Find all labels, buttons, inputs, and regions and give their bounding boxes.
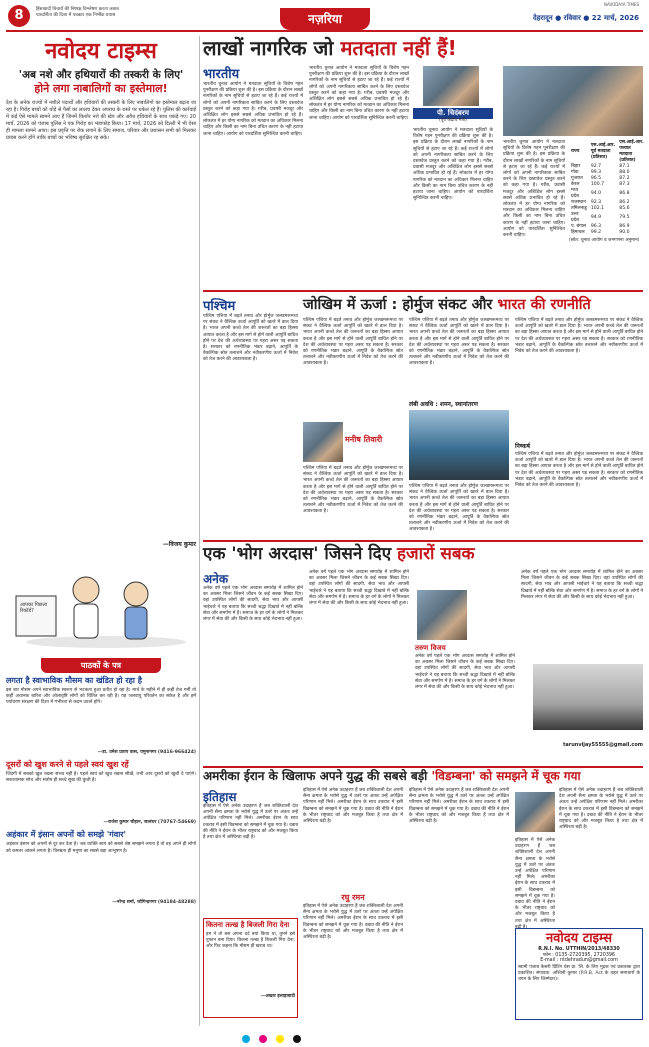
lead-headline-black: लाखों नागरिक जो xyxy=(203,36,334,60)
energy-author-name: मनीष तिवारी xyxy=(345,435,383,444)
table-head-before: एस.आई.आर. पूर्व मतदाता (प्रतिशत) xyxy=(590,143,616,160)
table-cell-before: 102.1 xyxy=(590,206,605,211)
left-column xyxy=(6,36,196,1031)
table-cell-before: 99.2 xyxy=(590,230,602,235)
paper-small-name: NAVODAYA TIMES xyxy=(603,2,639,7)
war-body-col-6: इतिहास में ऐसे अनेक उदाहरण हैं जब शक्तिशाली देश अपनी सैन्य क्षमता के भरोसे युद्ध में उतरे पर अंततः उन्हें अपेक्षित परिणाम नहीं मिले। अमरीका ईरान के साथ टकराव में इसी विडम्बना को समझने में चूक गया है। दबाव की नीति ने ईरान के भीतर राष्ट्रवाद को और मजबूत किया है तथा क्षेत्र में अस्थिरता बढ़ी है। xyxy=(515,838,555,930)
table-cell-state: प. बंगाल xyxy=(571,224,587,229)
table-cell-after: 86.8 xyxy=(619,191,630,196)
energy-body-col-1: पश्चिम एशिया में बढ़ते तनाव और होर्मुज जलडमरूमध्य पर संकट ने वैश्विक ऊर्जा आपूर्ति को खतरे में डाल दिया है। भारत अपनी कच्चे तेल की जरूरतों का बड़ा हिस्सा आयात करता है और इस मार्ग से होने वाली आपूर्ति बाधित होने पर देश की अर्थव्यवस्था पर गहरा असर पड़ सकता है। सरकार को रणनीतिक भंडार बढ़ाने, आपूर्ति के वैकल्पिक स्रोत तलाशने और नवीकरणीय ऊर्जा में निवेश को तेज करने की आवश्यकता है। xyxy=(203,314,298,363)
bhog-body-col-2: अनेक वर्ष पहले एक भोग अरदास समारोह में शामिल होने का अवसर मिला जिसने जीवन के कई सबक सिखा दिए। वहां उपस्थित लोगों की सादगी, सेवा भाव और आपसी भाईचारे ने यह बताया कि सच्ची श्रद्धा दिखावे में नहीं बल्कि सेवा और समर्पण में है। समाज के हर वर्ग के लोगों ने मिलकर लंगर में सेवा की और किसी के साथ कोई भेदभाव नहीं हुआ। xyxy=(309,570,409,607)
energy-article xyxy=(203,290,643,534)
bhog-author-name: तरुण विजय xyxy=(415,644,446,652)
lead-author-name: पी. चिदंबरम xyxy=(413,108,493,119)
table-source: (स्रोत: चुनाव आयोग व जनगणना अनुमान) xyxy=(569,238,640,243)
registration-dot-cyan xyxy=(242,1035,250,1043)
tagline-line-2: पारदर्शिता की दिशा में पत्रकार एक निर्भीक प्रयास xyxy=(36,13,116,18)
lead-kicker: भारतीय xyxy=(203,67,240,82)
table-cell-before: 94.9 xyxy=(590,215,602,220)
section-title-badge: नज़रिया xyxy=(280,8,370,30)
energy-body-col-5: पश्चिम एशिया में बढ़ते तनाव और होर्मुज जलडमरूमध्य पर संकट ने वैश्विक ऊर्जा आपूर्ति को खतरे में डाल दिया है। भारत अपनी कच्चे तेल की जरूरतों का बड़ा हिस्सा आयात करता है और इस मार्ग से होने वाली आपूर्ति बाधित होने पर देश की अर्थव्यवस्था पर गहरा असर पड़ सकता है। सरकार को रणनीतिक भंडार बढ़ाने, आपूर्ति के वैकल्पिक स्रोत तलाशने और नवीकरणीय ऊर्जा में निवेश को तेज करने की आवश्यकता है। xyxy=(409,484,509,533)
lead-author-note: (पूर्व केंद्रीय मंत्री) xyxy=(439,118,467,123)
poem-text: हम ने तो बस अपना दर्द बयां किया था, तुमने इसे तूफान बना दिया। कितना तल्ख है बिजली गिरा देना, और फिर कहना कि मौसम ही खराब था। xyxy=(206,932,295,950)
energy-kicker: पश्चिम xyxy=(203,299,236,314)
bhog-body-col-4: अनेक वर्ष पहले एक भोग अरदास समारोह में शामिल होने का अवसर मिला जिसने जीवन के कई सबक सिखा दिए। वहां उपस्थित लोगों की सादगी, सेवा भाव और आपसी भाईचारे ने यह बताया कि सच्ची श्रद्धा दिखावे में नहीं बल्कि सेवा और समर्पण में है। समाज के हर वर्ग के लोगों ने मिलकर लंगर में सेवा की और किसी के साथ कोई भेदभाव नहीं हुआ। xyxy=(521,570,643,600)
table-cell-after: 79.5 xyxy=(619,215,630,220)
war-body-col-3: इतिहास में ऐसे अनेक उदाहरण हैं जब शक्तिशाली देश अपनी सैन्य क्षमता के भरोसे युद्ध में उतरे पर अंततः उन्हें अपेक्षित परिणाम नहीं मिले। अमरीका ईरान के साथ टकराव में इसी विडम्बना को समझने में चूक गया है। दबाव की नीति ने ईरान के भीतर राष्ट्रवाद को और मजबूत किया है तथा क्षेत्र में अस्थिरता बढ़ी है। xyxy=(303,904,403,941)
table-cell-state: केरल xyxy=(571,182,580,187)
lead-body-col-4: भारतीय चुनाव आयोग ने मतदाता सूचियों के विशेष गहन पुनरीक्षण की प्रक्रिया शुरू की है। इस प्रक्रिया के दौरान लाखों नागरिकों के नाम सूचियों से हटाए जा रहे हैं। कई राज्यों में लोगों को अपनी नागरिकता साबित करने के लिए दस्तावेज प्रस्तुत करने को कहा गया है। गरीब, प्रवासी मजदूर और अशिक्षित लोग इससे सबसे अधिक प्रभावित हो रहे हैं। लोकतंत्र में हर योग्य नागरिक को मतदान का अधिकार मिलना चाहिए और किसी का नाम बिना उचित कारण के नहीं हटाया जाना चाहिए। आयोग को पारदर्शिता सुनिश्चित करनी चाहिए। xyxy=(503,140,565,239)
table-cell-state: उत्तर प्रदेश xyxy=(571,212,580,223)
energy-headline-red: भारत की रणनीति xyxy=(497,297,591,313)
table-cell-before: 96.3 xyxy=(590,224,602,229)
page-number-badge: 8 xyxy=(8,5,30,27)
energy-body-col-3: पश्चिम एशिया में बढ़ते तनाव और होर्मुज जलडमरूमध्य पर संकट ने वैश्विक ऊर्जा आपूर्ति को खतरे में डाल दिया है। भारत अपनी कच्चे तेल की जरूरतों का बड़ा हिस्सा आयात करता है और इस मार्ग से होने वाली आपूर्ति बाधित होने पर देश की अर्थव्यवस्था पर गहरा असर पड़ सकता है। सरकार को रणनीतिक भंडार बढ़ाने, आपूर्ति के वैकल्पिक स्रोत तलाशने और नवीकरणीय ऊर्जा में निवेश को तेज करने की आवश्यकता है। xyxy=(303,466,403,515)
voter-table-grid xyxy=(569,140,646,236)
registration-dot-yellow xyxy=(276,1035,284,1043)
table-cell-after: 86.9 xyxy=(619,224,630,229)
table-cell-before: 99.3 xyxy=(590,170,602,175)
war-headline xyxy=(203,768,643,784)
letter-1-headline: लगता है स्वाभाविक मौसम का खंडित हो रहा है xyxy=(6,676,142,685)
silhouette-photo xyxy=(533,664,643,730)
voter-table-header xyxy=(569,140,646,164)
voter-table-row xyxy=(569,230,646,236)
lead-article xyxy=(203,36,643,284)
bhog-email: tarunvijay55555@gmail.com xyxy=(562,742,643,748)
left-article-body: देश के अनेक राज्यों में नशीले पदार्थों और हथियारों की तस्करी के लिए नाबालिगों का इस्तेमाल बढ़ता जा रहा है। गिरोह बच्चों को थोड़े से पैसों का लालच देकर अपराध के रास्ते पर धकेल रहे हैं। पुलिस की कार्रवाई में कई ऐसे मामले सामने आए हैं जिनमें किशोर नशे की खेप और अवैध हथियारों के साथ पकड़े गए। 20 मार्च, 2026 को पंजाब पुलिस ने एक गिरोह का भंडाफोड़ किया। 17 मार्च, 2026 को दिल्ली में भी ऐसा ही मामला सामने आया। इस प्रवृत्ति पर रोक लगाने के लिए समाज, परिवार और प्रशासन सभी को मिलकर प्रयास करने होंगे ताकि बच्चों का भविष्य सुरक्षित रह सके। xyxy=(6,100,196,141)
voter-table-body xyxy=(569,164,646,236)
letter-2-headline: दूसरों को खुश करने से पहले स्वयं खुश रहें xyxy=(6,760,129,770)
lead-headline-red: मतदाता नहीं हैं! xyxy=(340,36,457,60)
letter-2-body: जिंदगी में सबको खुश रखना संभव नहीं है। पहले स्वयं को खुश रखना सीखें, तभी आप दूसरों को खुशी दे पाएंगे। सकारात्मक सोच और संतोष ही सच्चे सुख की कुंजी है। xyxy=(6,772,196,784)
letter-3-body: अहंकार इंसान को अपनों से दूर कर देता है। जब व्यक्ति स्वयं को सबसे श्रेष्ठ समझने लगता है तो वह अपने ही लोगों को कमतर आंकने लगता है। विनम्रता ही मनुष्य का सबसे बड़ा आभूषण है। xyxy=(6,842,196,854)
poem-signature: —अख्तर इलाहाबादी xyxy=(260,994,295,999)
lead-body-col-2: भारतीय चुनाव आयोग ने मतदाता सूचियों के विशेष गहन पुनरीक्षण की प्रक्रिया शुरू की है। इस प्रक्रिया के दौरान लाखों नागरिकों के नाम सूचियों से हटाए जा रहे हैं। कई राज्यों में लोगों को अपनी नागरिकता साबित करने के लिए दस्तावेज प्रस्तुत करने को कहा गया है। गरीब, प्रवासी मजदूर और अशिक्षित लोग इससे सबसे अधिक प्रभावित हो रहे हैं। लोकतंत्र में हर योग्य नागरिक को मतदान का अधिकार मिलना चाहिए और किसी का नाम बिना उचित कारण के नहीं हटाया जाना चाहिए। आयोग को पारदर्शिता सुनिश्चित करनी चाहिए। xyxy=(309,66,409,121)
tagline-line-1: हिंसावादी विचारों की निष्पक्ष विश्लेषण करता जवाब xyxy=(36,7,119,12)
table-cell-state: तमिलनाडु xyxy=(571,206,587,211)
war-body-col-1: इतिहास में ऐसे अनेक उदाहरण हैं जब शक्तिशाली देश अपनी सैन्य क्षमता के भरोसे युद्ध में उतरे पर अंततः उन्हें अपेक्षित परिणाम नहीं मिले। अमरीका ईरान के साथ टकराव में इसी विडम्बना को समझने में चूक गया है। दबाव की नीति ने ईरान के भीतर राष्ट्रवाद को और मजबूत किया है तथा क्षेत्र में अस्थिरता बढ़ी है। xyxy=(203,804,298,841)
table-cell-before: 94.0 xyxy=(590,191,602,196)
energy-body-col-7: पश्चिम एशिया में बढ़ते तनाव और होर्मुज जलडमरूमध्य पर संकट ने वैश्विक ऊर्जा आपूर्ति को खतरे में डाल दिया है। भारत अपनी कच्चे तेल की जरूरतों का बड़ा हिस्सा आयात करता है और इस मार्ग से होने वाली आपूर्ति बाधित होने पर देश की अर्थव्यवस्था पर गहरा असर पड़ सकता है। सरकार को रणनीतिक भंडार बढ़ाने, आपूर्ति के वैकल्पिक स्रोत तलाशने और नवीकरणीय ऊर्जा में निवेश को तेज करने की आवश्यकता है। xyxy=(515,452,643,489)
poem-title: कितना तल्ख है बिजली गिरा देना xyxy=(206,921,290,929)
table-head-after: एस.आई.आर. पश्चात मतदाता (प्रतिशत) xyxy=(619,140,644,163)
bhog-kicker: अनेक xyxy=(203,572,229,586)
lead-headline xyxy=(203,36,643,60)
imprint-box xyxy=(515,928,643,1020)
voters-photo xyxy=(503,66,643,136)
letter-3-signature: —नरेन्द्र शर्मा, जोगिन्द्रनगर (94184-48288) xyxy=(112,900,196,906)
table-cell-before: 92.3 xyxy=(590,200,602,205)
table-cell-after: 87.2 xyxy=(619,176,630,181)
page-header xyxy=(0,0,649,34)
table-head-state: राज्य xyxy=(571,149,580,154)
war-body-col-2: इतिहास में ऐसे अनेक उदाहरण हैं जब शक्तिशाली देश अपनी सैन्य क्षमता के भरोसे युद्ध में उतरे पर अंततः उन्हें अपेक्षित परिणाम नहीं मिले। अमरीका ईरान के साथ टकराव में इसी विडम्बना को समझने में चूक गया है। दबाव की नीति ने ईरान के भीतर राष्ट्रवाद को और मजबूत किया है तथा क्षेत्र में अस्थिरता बढ़ी है। xyxy=(303,788,403,825)
lead-body-col-1: भारतीय चुनाव आयोग ने मतदाता सूचियों के विशेष गहन पुनरीक्षण की प्रक्रिया शुरू की है। इस प्रक्रिया के दौरान लाखों नागरिकों के नाम सूचियों से हटाए जा रहे हैं। कई राज्यों में लोगों को अपनी नागरिकता साबित करने के लिए दस्तावेज प्रस्तुत करने को कहा गया है। गरीब, प्रवासी मजदूर और अशिक्षित लोग इससे सबसे अधिक प्रभावित हो रहे हैं। लोकतंत्र में हर योग्य नागरिक को मतदान का अधिकार मिलना चाहिए और किसी का नाम बिना उचित कारण के नहीं हटाया जाना चाहिए। आयोग को पारदर्शिता सुनिश्चित करनी चाहिए। xyxy=(203,82,303,137)
left-headline-line-1: 'अब नशे और हथियारों की तस्करी के लिए' xyxy=(18,69,184,81)
bhog-headline-black: एक 'भोग अरदास' जिसने दिए xyxy=(203,544,392,564)
bhog-headline-red: हजारों सबक xyxy=(397,544,475,564)
table-cell-before: 96.5 xyxy=(590,176,602,181)
energy-subhead-2: निष्कर्ष xyxy=(515,443,530,450)
city-date: देहरादून ● रविवार ● 22 मार्च, 2026 xyxy=(532,14,639,22)
energy-body-col-2: पश्चिम एशिया में बढ़ते तनाव और होर्मुज जलडमरूमध्य पर संकट ने वैश्विक ऊर्जा आपूर्ति को खतरे में डाल दिया है। भारत अपनी कच्चे तेल की जरूरतों का बड़ा हिस्सा आयात करता है और इस मार्ग से होने वाली आपूर्ति बाधित होने पर देश की अर्थव्यवस्था पर गहरा असर पड़ सकता है। सरकार को रणनीतिक भंडार बढ़ाने, आपूर्ति के वैकल्पिक स्रोत तलाशने और नवीकरणीय ऊर्जा में निवेश को तेज करने की आवश्यकता है। xyxy=(303,318,403,367)
imprint-text: स्वामी पंजाब केसरी प्रिंटिंग प्रेस प्रा. लि. के लिए मुद्रक एवं प्रकाशक द्वारा प्रकाशित। संपादक: अश्विनी कुमार (P.R.B. Act के तहत समाचारों के चयन के लिए जिम्मेदार)। xyxy=(518,965,640,983)
table-cell-after: 86.2 xyxy=(619,200,630,205)
table-cell-after: 87.1 xyxy=(619,164,630,169)
table-cell-before: 92.7 xyxy=(590,164,602,169)
header-rule xyxy=(6,30,643,32)
header-tagline xyxy=(36,7,156,19)
bhog-article xyxy=(203,540,643,760)
energy-headline-black: जोखिम में ऊर्जा : होर्मुज संकट और xyxy=(303,297,493,313)
registration-dot-black xyxy=(293,1035,301,1043)
bhog-headline xyxy=(203,542,643,566)
energy-body-col-4: पश्चिम एशिया में बढ़ते तनाव और होर्मुज जलडमरूमध्य पर संकट ने वैश्विक ऊर्जा आपूर्ति को खतरे में डाल दिया है। भारत अपनी कच्चे तेल की जरूरतों का बड़ा हिस्सा आयात करता है और इस मार्ग से होने वाली आपूर्ति बाधित होने पर देश की अर्थव्यवस्था पर गहरा असर पड़ सकता है। सरकार को रणनीतिक भंडार बढ़ाने, आपूर्ति के वैकल्पिक स्रोत तलाशने और नवीकरणीय ऊर्जा में निवेश को तेज करने की आवश्यकता है। xyxy=(409,318,509,367)
ship-photo xyxy=(409,410,509,480)
letter-2-signature: —राजेश कुमार चौहान, जालंधर (70767-54669) xyxy=(103,820,196,826)
imprint-rni: R.N.I. No. UTTHIN/2013/48330 xyxy=(538,947,620,952)
war-headline-black: अमरीका ईरान के खिलाफ अपने युद्ध की सबसे बड़ी xyxy=(203,769,428,783)
poem-box xyxy=(203,918,298,1018)
war-headline-red: 'विडम्बना' को समझने में चूक गया xyxy=(431,769,581,783)
table-cell-state: मध्य प्रदेश xyxy=(571,188,580,199)
voter-table-row xyxy=(569,188,646,200)
imprint-email: E-mail : ntdehradun@gmail.com xyxy=(540,958,618,963)
table-cell-before: 100.7 xyxy=(590,182,605,187)
table-cell-after: 90.0 xyxy=(619,230,630,235)
left-headline-line-2: होने लगा नाबालिगों का इस्तेमाल! xyxy=(34,82,168,95)
author-photo-tarun xyxy=(417,590,467,640)
color-registration-dots xyxy=(240,1028,303,1038)
bhog-body-col-1: अनेक वर्ष पहले एक भोग अरदास समारोह में शामिल होने का अवसर मिला जिसने जीवन के कई सबक सिखा दिए। वहां उपस्थित लोगों की सादगी, सेवा भाव और आपसी भाईचारे ने यह बताया कि सच्ची श्रद्धा दिखावे में नहीं बल्कि सेवा और समर्पण में है। समाज के हर वर्ग के लोगों ने मिलकर लंगर में सेवा की और किसी के साथ कोई भेदभाव नहीं हुआ। xyxy=(203,586,303,623)
table-cell-after: 87.3 xyxy=(619,182,630,187)
energy-subhead-1: लंबी अवधि : शमन, स्थानांतरण xyxy=(409,401,478,408)
table-cell-state: गुजरात xyxy=(571,176,583,181)
bhog-body-col-3: अनेक वर्ष पहले एक भोग अरदास समारोह में शामिल होने का अवसर मिला जिसने जीवन के कई सबक सिखा दिए। वहां उपस्थित लोगों की सादगी, सेवा भाव और आपसी भाईचारे ने यह बताया कि सच्ची श्रद्धा दिखावे में नहीं बल्कि सेवा और समर्पण में है। समाज के हर वर्ग के लोगों ने मिलकर लंगर में सेवा की और किसी के साथ कोई भेदभाव नहीं हुआ। xyxy=(415,654,515,691)
column-divider xyxy=(199,36,200,1026)
war-kicker: इतिहास xyxy=(203,790,237,804)
author-photo-chidambaram xyxy=(423,66,479,106)
imprint-name: नवोदय टाइम्स xyxy=(545,931,613,946)
lead-body-col-3: भारतीय चुनाव आयोग ने मतदाता सूचियों के विशेष गहन पुनरीक्षण की प्रक्रिया शुरू की है। इस प्रक्रिया के दौरान लाखों नागरिकों के नाम सूचियों से हटाए जा रहे हैं। कई राज्यों में लोगों को अपनी नागरिकता साबित करने के लिए दस्तावेज प्रस्तुत करने को कहा गया है। गरीब, प्रवासी मजदूर और अशिक्षित लोग इससे सबसे अधिक प्रभावित हो रहे हैं। लोकतंत्र में हर योग्य नागरिक को मतदान का अधिकार मिलना चाहिए और किसी का नाम बिना उचित कारण के नहीं हटाया जाना चाहिए। आयोग को पारदर्शिता सुनिश्चित करनी चाहिए। xyxy=(413,128,493,202)
letter-1-signature: —डा. उमेश प्रताप वत्स, यमुनानगर (9416-966424) xyxy=(97,750,196,755)
table-cell-state: हिमाचल xyxy=(571,230,585,235)
author-photo-tiwari xyxy=(303,422,343,462)
table-cell-after: 85.6 xyxy=(619,206,630,211)
left-byline: —विजय कुमार xyxy=(162,541,196,548)
cartoon-caption: आपका पिछला रिकॉर्ड? xyxy=(20,602,47,614)
letter-3-headline: अहंकार में इंसान अपनों को समझे 'गंवार' xyxy=(6,830,127,840)
voter-table xyxy=(569,140,643,244)
war-article xyxy=(203,766,643,1022)
war-body-col-4: इतिहास में ऐसे अनेक उदाहरण हैं जब शक्तिशाली देश अपनी सैन्य क्षमता के भरोसे युद्ध में उतरे पर अंततः उन्हें अपेक्षित परिणाम नहीं मिले। अमरीका ईरान के साथ टकराव में इसी विडम्बना को समझने में चूक गया है। दबाव की नीति ने ईरान के भीतर राष्ट्रवाद को और मजबूत किया है तथा क्षेत्र में अस्थिरता बढ़ी है। xyxy=(409,788,509,825)
war-author-name: रघु रमन xyxy=(341,893,365,902)
energy-headline xyxy=(303,296,643,314)
cartoon xyxy=(6,554,196,654)
energy-body-col-6: पश्चिम एशिया में बढ़ते तनाव और होर्मुज जलडमरूमध्य पर संकट ने वैश्विक ऊर्जा आपूर्ति को खतरे में डाल दिया है। भारत अपनी कच्चे तेल की जरूरतों का बड़ा हिस्सा आयात करता है और इस मार्ग से होने वाली आपूर्ति बाधित होने पर देश की अर्थव्यवस्था पर गहरा असर पड़ सकता है। सरकार को रणनीतिक भंडार बढ़ाने, आपूर्ति के वैकल्पिक स्रोत तलाशने और नवीकरणीय ऊर्जा में निवेश को तेज करने की आवश्यकता है। xyxy=(515,318,643,355)
voter-table-row xyxy=(569,212,646,224)
left-headline xyxy=(6,68,196,96)
war-body-col-5: इतिहास में ऐसे अनेक उदाहरण हैं जब शक्तिशाली देश अपनी सैन्य क्षमता के भरोसे युद्ध में उतरे पर अंततः उन्हें अपेक्षित परिणाम नहीं मिले। अमरीका ईरान के साथ टकराव में इसी विडम्बना को समझने में चूक गया है। दबाव की नीति ने ईरान के भीतर राष्ट्रवाद को और मजबूत किया है तथा क्षेत्र में अस्थिरता बढ़ी है। xyxy=(559,788,643,831)
letter-1-body: इस बार मौसम अपने स्वाभाविक स्वरूप से भटकता हुआ प्रतीत हो रहा है। मार्च के महीने में ही कहीं तेज गर्मी तो कहीं अचानक बारिश और ओलावृष्टि लोगों को चिंतित कर रही है। यह जलवायु परिवर्तन का संकेत है और हमें पर्यावरण संरक्षण की दिशा में गंभीरता से कदम उठाने होंगे। xyxy=(6,688,196,706)
table-cell-state: बिहार xyxy=(571,164,581,169)
masthead-logo: नवोदय टाइम्स xyxy=(45,38,157,64)
imprint-phone: फोन : 0135-2720395, 2720396 xyxy=(543,953,615,958)
author-photo-raghu xyxy=(515,792,555,832)
table-cell-state: राजस्थान xyxy=(571,200,586,205)
letters-title: पाठकों के पत्र xyxy=(41,658,161,673)
table-cell-state: गोवा xyxy=(571,170,579,175)
table-cell-after: 88.0 xyxy=(619,170,630,175)
registration-dot-magenta xyxy=(259,1035,267,1043)
